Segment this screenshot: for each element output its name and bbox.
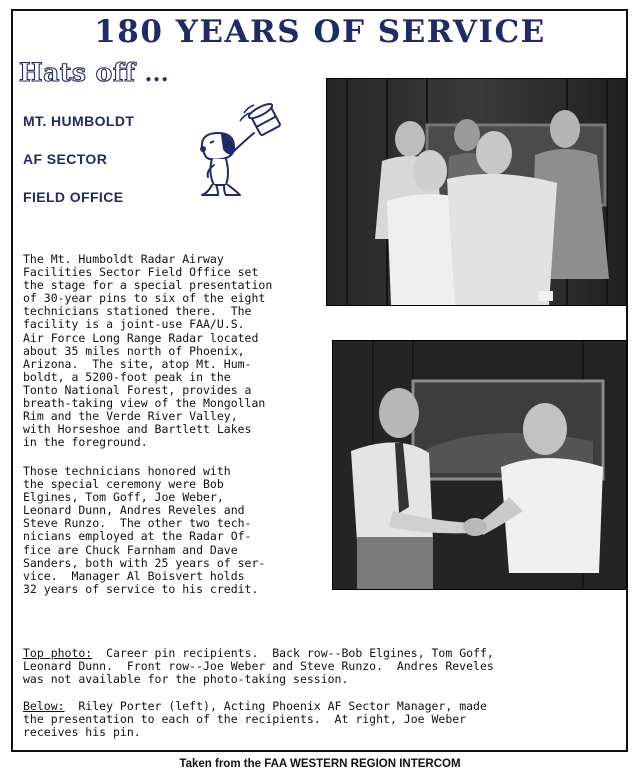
article-title: 180 YEARS OF SERVICE <box>94 14 546 50</box>
bottom-photo-handshake <box>332 340 627 590</box>
hats-off-text: Hats off <box>19 58 136 87</box>
office-line-1: MT. HUMBOLDT <box>23 113 135 129</box>
caption-top-photo <box>23 647 583 686</box>
caption-top-label: Top photo: <box>23 646 93 660</box>
body-paragraph-1: The Mt. Humboldt Radar Airway Facilities Sector Field Office set the stage for a special presentation of 30-year pins to six of the eight technicians stationed there. The facility is a joint-use FAA/U.S. Air Force Long Range Radar located about 35 miles north of Phoenix, Arizona. The site, atop Mt. Hum- boldt, a 5200-foot peak in the Tonto National Forest, provides a breath-taking view of the Mongollan Rim and the Verde River Valley, with Horseshoe and Bartlett Lakes in the foreground. <box>23 252 273 450</box>
body-paragraph-2: Those technicians honored with the special ceremony were Bob Elgines, Tom Goff, Joe Weber, Leonard Dunn, Andres Reveles and Steve Runzo. The other two tech- nicians employed at the Radar Of- fice are Chuck Farnham and Dave Sanders, both with 25 years of ser- vice. Manager Al Boisvert holds 32 years of service to his credit. <box>23 464 266 596</box>
hats-off-dots: ... <box>144 61 170 87</box>
office-line-2: AF SECTOR <box>23 151 108 167</box>
caption-below-text: Riley Porter (left), Acting Phoenix AF Sector Manager, made the presentation to each of the recipients. At right, Joe Weber receives his pin. <box>23 699 487 740</box>
source-note: Taken from the FAA WESTERN REGION INTERCOM <box>179 758 461 770</box>
hats-off-heading <box>19 58 169 87</box>
caption-below-photo <box>23 700 583 739</box>
caption-below-label: Below: <box>23 699 65 713</box>
top-photo-career-pin-recipients <box>326 78 627 306</box>
snoopy-hat-illustration <box>196 103 288 201</box>
office-line-3: FIELD OFFICE <box>23 189 124 205</box>
caption-top-text: Career pin recipients. Back row--Bob Elgines, Tom Goff, Leonard Dunn. Front row--Joe Weber and Steve Runzo. Andres Reveles was not available for the photo-taking session. <box>23 646 494 687</box>
